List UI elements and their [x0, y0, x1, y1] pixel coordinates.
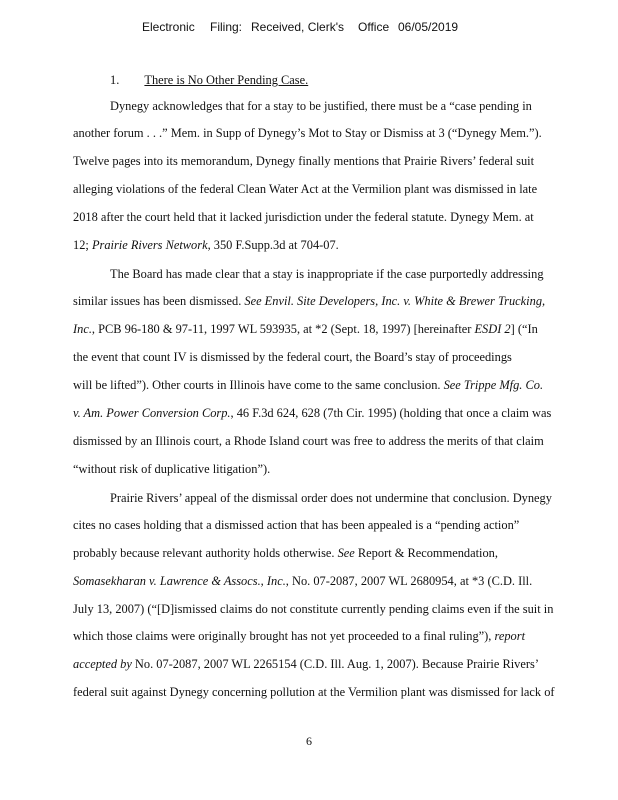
section-heading	[110, 72, 308, 88]
page-number: 6	[306, 734, 312, 748]
text-line	[110, 490, 552, 506]
text-run: probably because relevant authority holds otherwise.	[73, 546, 338, 560]
text-line	[73, 321, 538, 337]
text-line	[73, 405, 551, 421]
text-line	[73, 656, 539, 672]
text-line	[73, 209, 534, 225]
text-run: Twelve pages into its memorandum, Dynegy finally mentions that Prairie Rivers’ federal suit	[73, 154, 535, 168]
text-line	[73, 628, 525, 644]
citation-italic: accepted by	[73, 657, 132, 671]
text-run: The Board has made clear that a stay is inappropriate if the case purportedly addressing	[110, 267, 544, 281]
text-line	[73, 293, 545, 309]
text-run: “without risk of duplicative litigation”).	[73, 462, 271, 476]
text-run: ] (“In	[510, 322, 538, 336]
citation-italic: Somasekharan v. Lawrence & Assocs., Inc.	[73, 574, 286, 588]
text-line	[110, 98, 532, 114]
text-run: Report & Recommendation,	[354, 546, 498, 560]
text-run: July 13, 2007) (“[D]ismissed claims do not constitute currently pending claims even if the suit in	[73, 602, 554, 616]
text-run: 350 F.Supp.3d at 704-07.	[210, 238, 339, 252]
text-run: another forum . . .” Mem. in Supp of Dynegy’s Mot to Stay or Dismiss at 3 (“Dynegy Mem.”).	[73, 126, 542, 140]
citation-italic: v. Am. Power Conversion Corp.	[73, 406, 231, 420]
text-run: the event that count IV is dismissed by the federal court, the Board’s stay of proceedings	[73, 350, 512, 364]
text-run: , PCB 96-180 & 97-11, 1997 WL 593935, at *2 (Sept. 18, 1997) [hereinafter	[91, 322, 475, 336]
header-received: Received, Clerk's	[251, 20, 344, 34]
text-line	[73, 573, 532, 589]
text-line	[73, 153, 534, 169]
text-line	[73, 237, 339, 253]
text-line	[73, 377, 543, 393]
text-run: , 46 F.3d 624, 628 (7th Cir. 1995) (holding that once a claim was	[230, 406, 552, 420]
text-run: 12;	[73, 238, 92, 252]
text-line	[73, 181, 537, 197]
citation-italic: See	[337, 546, 355, 560]
text-line	[73, 545, 498, 561]
text-run: dismissed by an Illinois court, a Rhode Island court was free to address the merits of that claim	[73, 434, 544, 448]
text-run: , No. 07-2087, 2007 WL 2680954, at *3 (C.D. Ill.	[285, 574, 533, 588]
header-date: 06/05/2019	[398, 20, 459, 34]
header-filing: Filing:	[210, 20, 243, 34]
citation-italic: See Trippe Mfg. Co.	[443, 378, 544, 392]
text-run: federal suit against Dynegy concerning pollution at the Vermilion plant was dismissed for lack of	[73, 685, 555, 699]
text-run: will be lifted”). Other courts in Illinois have come to the same conclusion.	[73, 378, 444, 392]
text-line	[73, 125, 542, 141]
text-line	[73, 349, 512, 365]
citation-italic: Inc.	[73, 322, 92, 336]
text-line	[73, 684, 555, 700]
citation-italic: See Envil. Site Developers, Inc. v. White & Brewer Trucking,	[244, 294, 546, 308]
text-line	[73, 601, 553, 617]
text-line	[73, 517, 519, 533]
section-title: There is No Other Pending Case.	[144, 73, 309, 87]
filing-header	[0, 20, 618, 40]
text-run: Dynegy acknowledges that for a stay to be justified, there must be a “case pending in	[110, 99, 532, 113]
citation-italic: Prairie Rivers Network,	[91, 238, 211, 252]
text-run: cites no cases holding that a dismissed action that has been appealed is a “pending action”	[73, 518, 520, 532]
text-line	[73, 461, 270, 477]
header-office: Office	[358, 20, 390, 34]
section-number: 1.	[110, 73, 120, 87]
citation-italic: report	[494, 629, 526, 643]
text-run: alleging violations of the federal Clean Water Act at the Vermilion plant was dismissed in late	[73, 182, 538, 196]
text-run: Prairie Rivers’ appeal of the dismissal order does not undermine that conclusion. Dynegy	[110, 491, 552, 505]
text-line	[73, 433, 544, 449]
header-electronic: Electronic	[142, 20, 195, 34]
text-line	[110, 266, 544, 282]
text-run: which those claims were originally brought has not yet proceeded to a final ruling”),	[73, 629, 495, 643]
text-run: similar issues has been dismissed.	[73, 294, 245, 308]
text-run: 2018 after the court held that it lacked jurisdiction under the federal statute. Dynegy Mem. at	[73, 210, 534, 224]
text-run: No. 07-2087, 2007 WL 2265154 (C.D. Ill. Aug. 1, 2007). Because Prairie Rivers’	[131, 657, 539, 671]
citation-italic: ESDI 2	[474, 322, 511, 336]
